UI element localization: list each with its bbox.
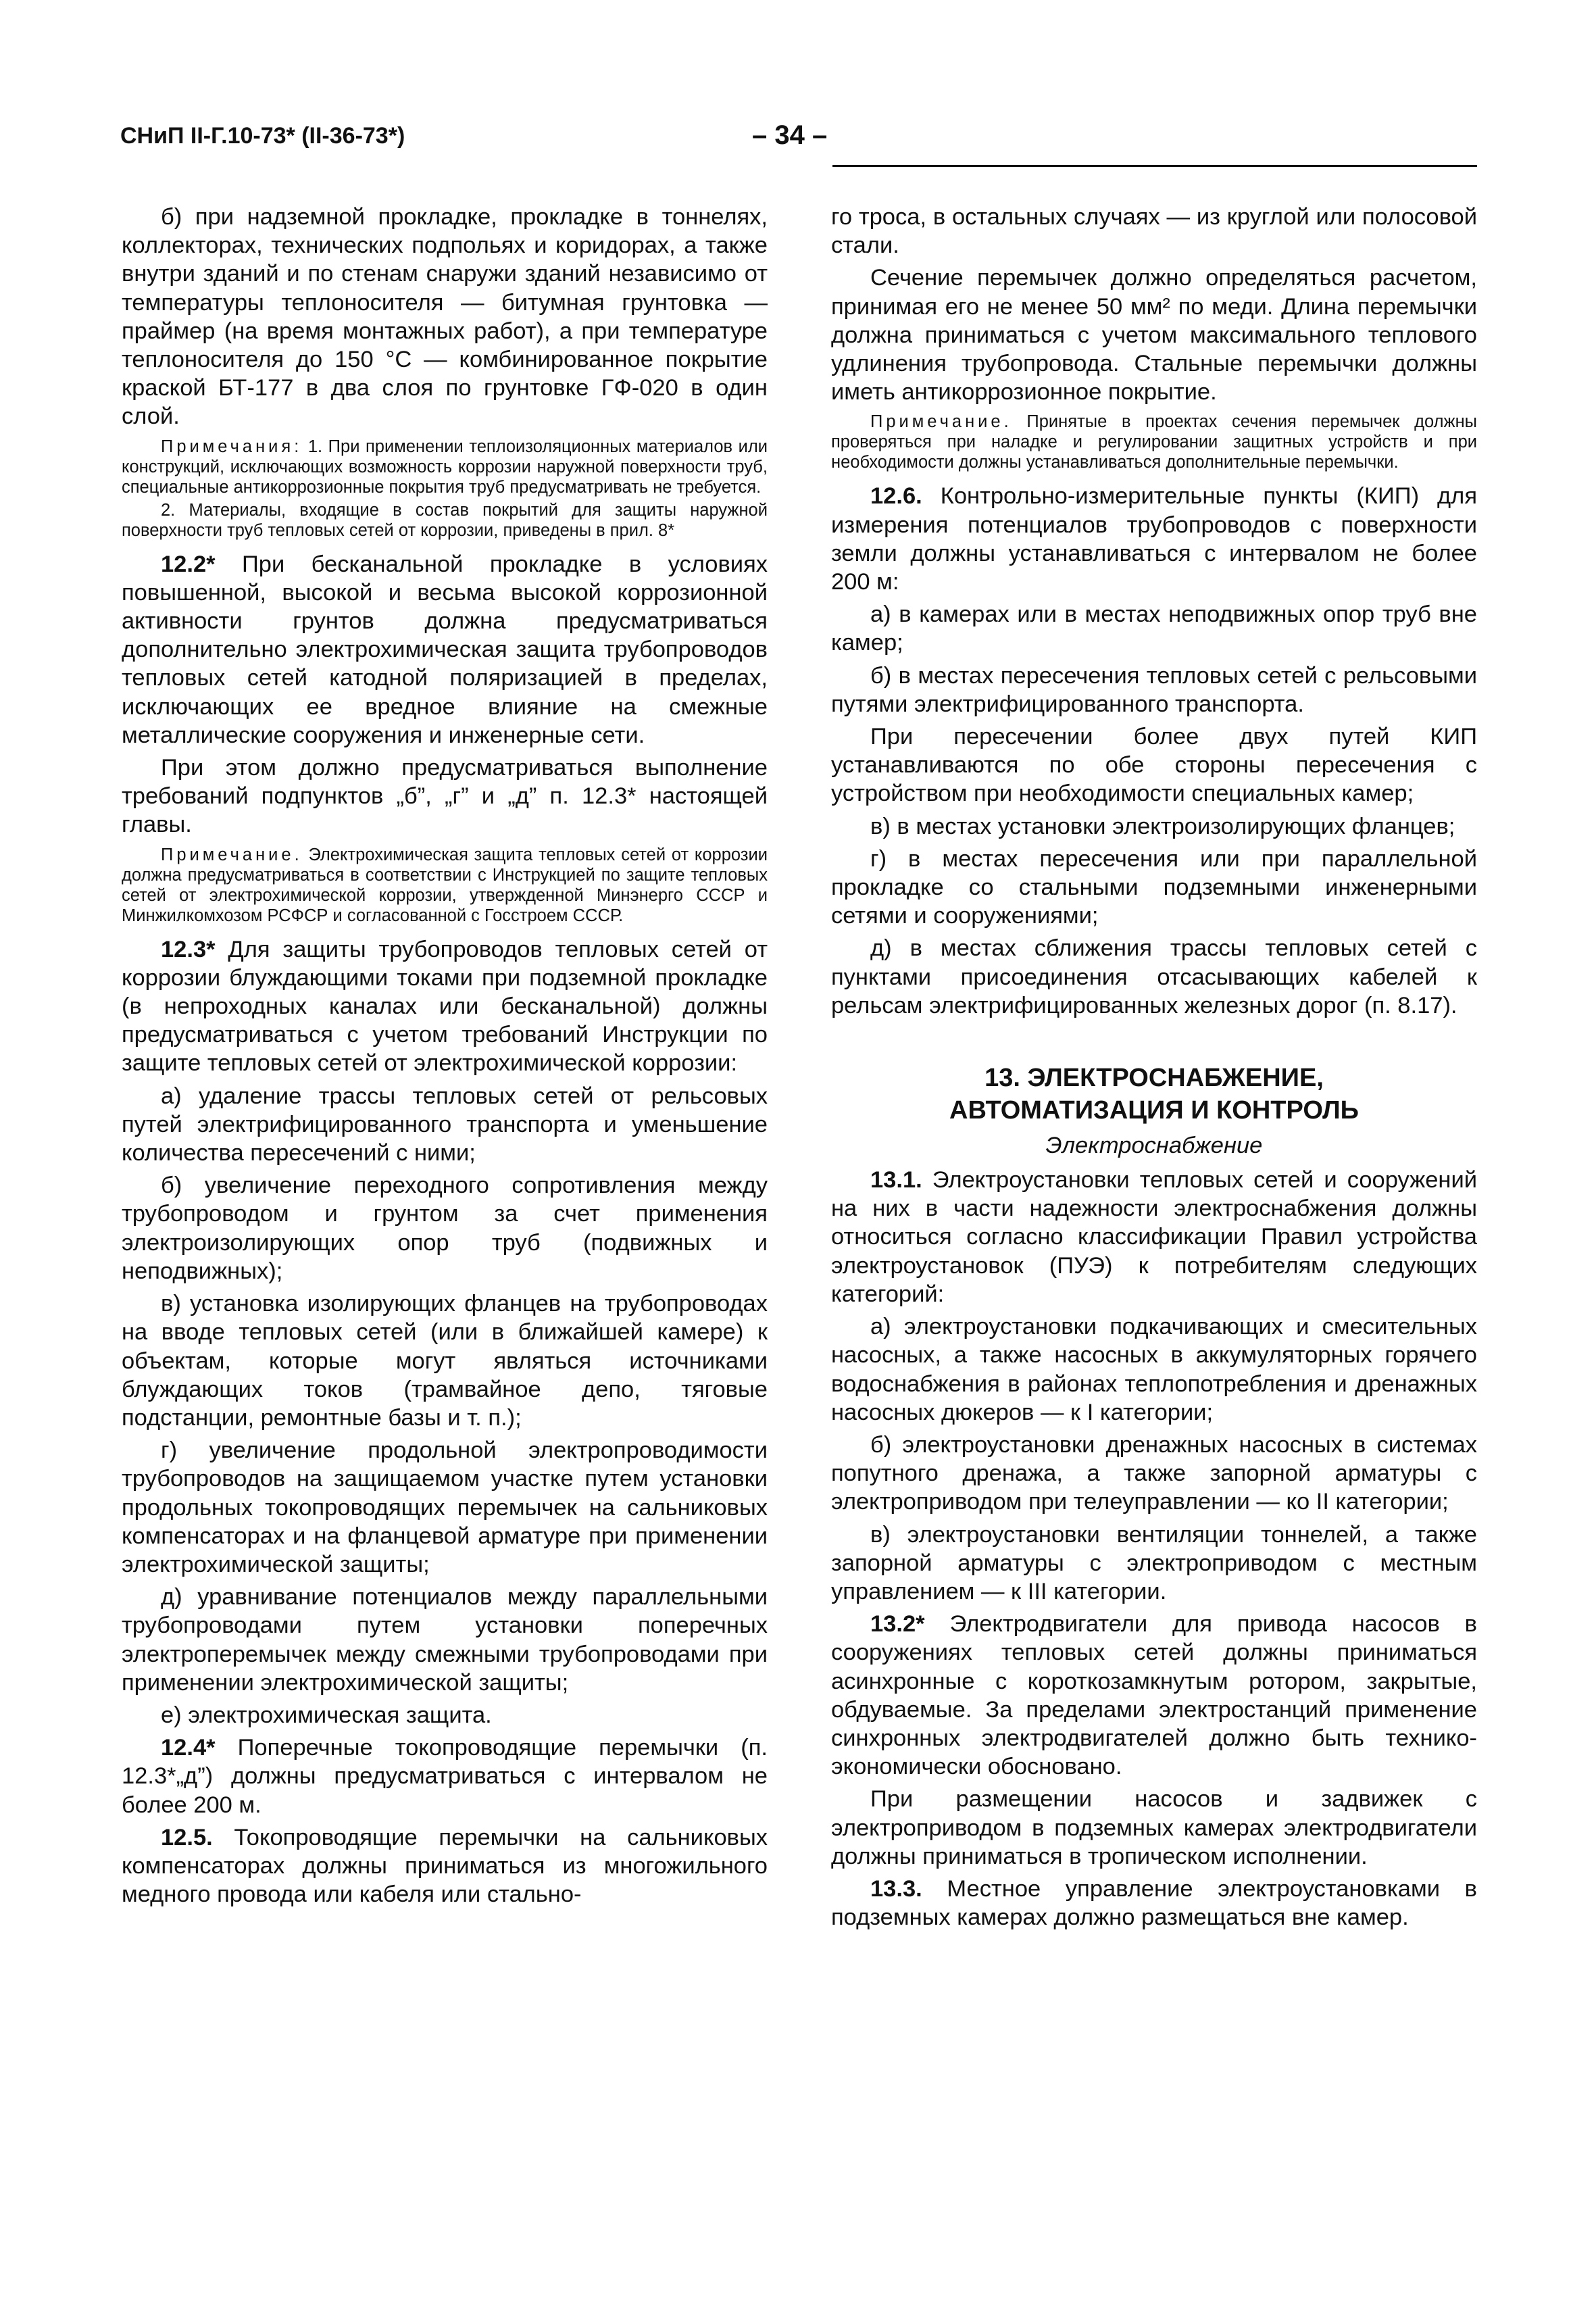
list-item: в) электроустановки вентиляции тоннелей, а также запорной арматуры с электроприводом с местным управлением — к III категории. bbox=[831, 1521, 1477, 1604]
left-column bbox=[122, 203, 768, 1913]
section-title-line: АВТОМАТИЗАЦИЯ И КОНТРОЛЬ bbox=[949, 1096, 1359, 1125]
note-label: Примечания: bbox=[161, 437, 303, 456]
paragraph-crossing: При пересечении более двух путей КИП устанавливаются по обе стороны пересечения с устройством при необходимости специальных камер; bbox=[831, 724, 1477, 807]
paragraph-12-6 bbox=[831, 482, 1477, 596]
list-item: а) удаление трассы тепловых сетей от рельсовых путей электрифицированного транспорта и уменьшение количества пересечений с ними; bbox=[122, 1083, 768, 1166]
clause-text: Токопроводящие перемычки на сальниковых компенсаторах должны приниматься из многожильного медного провода или кабеля или стально- bbox=[122, 1824, 768, 1908]
subsection-title: Электроснабжение bbox=[1045, 1133, 1263, 1159]
list-item: в) установка изолирующих фланцев на трубопроводах на вводе тепловых сетей (или в ближайшей камере) к объектам, которые могут являться источниками блуждающих токов (трамвайное депо, тяговые подстанции, ремонтные базы и т. п.); bbox=[122, 1291, 768, 1431]
page-number: – 34 – bbox=[752, 120, 828, 150]
clause-text: Электродвигатели для привода насосов в сооружениях тепловых сетей должны приниматься асинхронные с короткозамкнутым ротором, закрытые, обдуваемые. За пределами электростанций применение синхронных электродвигателей должно быть технико-экономически обосновано. bbox=[831, 1611, 1477, 1780]
paragraph-12-3 bbox=[122, 935, 768, 1078]
page-header bbox=[120, 120, 1477, 164]
clause-number: 12.4* bbox=[161, 1735, 216, 1761]
clause-number: 12.5. bbox=[161, 1824, 213, 1850]
list-item: б) в местах пересечения тепловых сетей с рельсовыми путями электрифицированного транспорта. bbox=[831, 662, 1477, 717]
clause-text: Электроустановки тепловых сетей и сооружений на них в части надежности электроснабжения должны относиться согласно классификации Правил устройства электроустановок (ПУЭ) к потребителям следующих категорий: bbox=[831, 1167, 1477, 1307]
clause-number: 13.1. bbox=[870, 1167, 922, 1193]
note-text: Электрохимическая защита тепловых сетей от коррозии должна предусматриваться в соответствии с Инструкцией по защите тепловых сетей от электрохимической коррозии, утвержденной Минэнерго СССР и Минжилкомхозом РСФСР и согласованной с Госстроем СССР. bbox=[122, 845, 768, 925]
paragraph-12-5 bbox=[122, 1823, 768, 1909]
clause-text: Поперечные токопроводящие перемычки (п. 12.3*„д”) должны предусматриваться с интервалом не более 200 м. bbox=[122, 1735, 768, 1818]
list-item: г) увеличение продольной электропроводимости трубопроводов на защищаемом участке путем установки продольных токопроводящих перемычек на сальниковых компенсаторах и на фланцевой арматуре при применении электрохимической защиты; bbox=[122, 1437, 768, 1577]
note-materials: 2. Материалы, входящие в состав покрытий для защиты наружной поверхности труб тепловых сетей от коррозии, приведены в прил. 8* bbox=[122, 500, 768, 540]
clause-number: 13.2* bbox=[870, 1611, 925, 1638]
paragraph-12-1-b: б) при надземной прокладке, прокладке в тоннелях, коллекторах, технических подпольях и коридорах, а также внутри зданий и по стенам снаружи зданий независимо от температуры теплоносителя — битумная грунтовка — праймер (на время монтажных работ), а при температуре теплоносителя до 150 °С — комбинированное покрытие краской БТ-177 в два слоя по грунтовке ГФ-020 в один слой. bbox=[122, 204, 768, 430]
note-jumpers bbox=[831, 412, 1477, 472]
paragraph-12-5-cont: го троса, в остальных случаях — из круглой или полосовой стали. bbox=[831, 204, 1477, 259]
note-label: Примечание. bbox=[870, 412, 1012, 432]
clause-number: 12.3* bbox=[161, 936, 216, 962]
section-title-line: 13. ЭЛЕКТРОСНАБЖЕНИЕ, bbox=[984, 1064, 1324, 1093]
note-coatings bbox=[122, 437, 768, 497]
right-column bbox=[831, 203, 1477, 1936]
clause-number: 12.2* bbox=[161, 551, 216, 577]
document-code: СНиП II-Г.10-73* (II-36-73*) bbox=[120, 123, 405, 149]
clause-text: Местное управление электроустановками в подземных камерах должно размещаться вне камер. bbox=[831, 1875, 1477, 1931]
paragraph-13-3 bbox=[831, 1875, 1477, 1931]
list-item: д) в местах сближения трассы тепловых сетей с пунктами присоединения отсасывающих кабелей к рельсам электрифицированных железных дорог (п. 8.17). bbox=[831, 935, 1477, 1018]
note-text: Принятые в проектах сечения перемычек должны проверяться при наладке и регулировании защитных устройств и при необходимости должны устанавливаться дополнительные перемычки. bbox=[831, 412, 1477, 472]
clause-text: При бесканальной прокладке в условиях повышенной, высокой и весьма высокой коррозионной активности грунтов должна предусматриваться дополнительно электрохимическая защита трубопроводов тепловых сетей катодной поляризацией в пределах, исключающих ее вредное влияние на смежные металлические сооружения и инженерные сети. bbox=[122, 551, 768, 748]
paragraph-12-4 bbox=[122, 1733, 768, 1819]
note-electrochemical bbox=[122, 845, 768, 926]
paragraph-13-2 bbox=[831, 1610, 1477, 1781]
paragraph-jumper-section: Сечение перемычек должно определяться расчетом, принимая его не менее 50 мм² по меди. Длина перемычки должна приниматься с учетом максимального теплового удлинения трубопровода. Стальные перемычки должны иметь антикоррозионное покрытие. bbox=[831, 265, 1477, 405]
clause-number: 13.3. bbox=[870, 1875, 922, 1902]
list-item: е) электрохимическая защита. bbox=[161, 1702, 492, 1728]
note-text: 1. При применении теплоизоляционных материалов или конструкций, исключающих возможность коррозии наружной поверхности труб, специальные антикоррозионные покрытия труб предусматривать не требуется. bbox=[122, 437, 768, 497]
header-rule bbox=[832, 165, 1477, 167]
list-item: в) в местах установки электроизолирующих фланцев; bbox=[870, 813, 1455, 839]
clause-text: Контрольно-измерительные пункты (КИП) для измерения потенциалов трубопроводов с поверхности земли должны устанавливаться с интервалом не более 200 м: bbox=[831, 483, 1477, 595]
paragraph-12-2-cont: При этом должно предусматриваться выполнение требований подпунктов „б”, „г” и „д” п. 12.3* настоящей главы. bbox=[122, 755, 768, 838]
clause-text: Для защиты трубопроводов тепловых сетей от коррозии блуждающими токами при подземной прокладке (в непроходных каналах или бесканальной) должны предусматриваться с учетом требований Инструкции по защите тепловых сетей от электрохимической коррозии: bbox=[122, 936, 768, 1077]
list-item: г) в местах пересечения или при параллельной прокладке со стальными подземными инженерными сетями и сооружениями; bbox=[831, 845, 1477, 929]
clause-number: 12.6. bbox=[870, 483, 922, 510]
paragraph-13-1 bbox=[831, 1166, 1477, 1308]
list-item: д) уравнивание потенциалов между параллельными трубопроводами путем установки поперечных электроперемычек между смежными трубопроводами при применении электрохимической защиты; bbox=[122, 1584, 768, 1696]
section-13-title bbox=[831, 1062, 1477, 1127]
paragraph-pumps: При размещении насосов и задвижек с электроприводом в подземных камерах электродвигатели должны приниматься в тропическом исполнении. bbox=[831, 1786, 1477, 1869]
list-item: а) в камерах или в местах неподвижных опор труб вне камер; bbox=[831, 601, 1477, 656]
list-item: б) электроустановки дренажных насосных в системах попутного дренажа, а также запорной арматуры с электроприводом при телеуправлении — ко II категории; bbox=[831, 1431, 1477, 1515]
paragraph-12-2 bbox=[122, 550, 768, 749]
list-item: а) электроустановки подкачивающих и смесительных насосных, а также насосных в аккумуляторных горячего водоснабжения в районах теплопотребления и дренажных насосных дюкеров — к I категории; bbox=[831, 1314, 1477, 1425]
note-label: Примечание. bbox=[161, 845, 303, 864]
list-item: б) увеличение переходного сопротивления между трубопроводом и грунтом за счет применения электроизолирующих опор труб (подвижных и неподвижных); bbox=[122, 1173, 768, 1284]
